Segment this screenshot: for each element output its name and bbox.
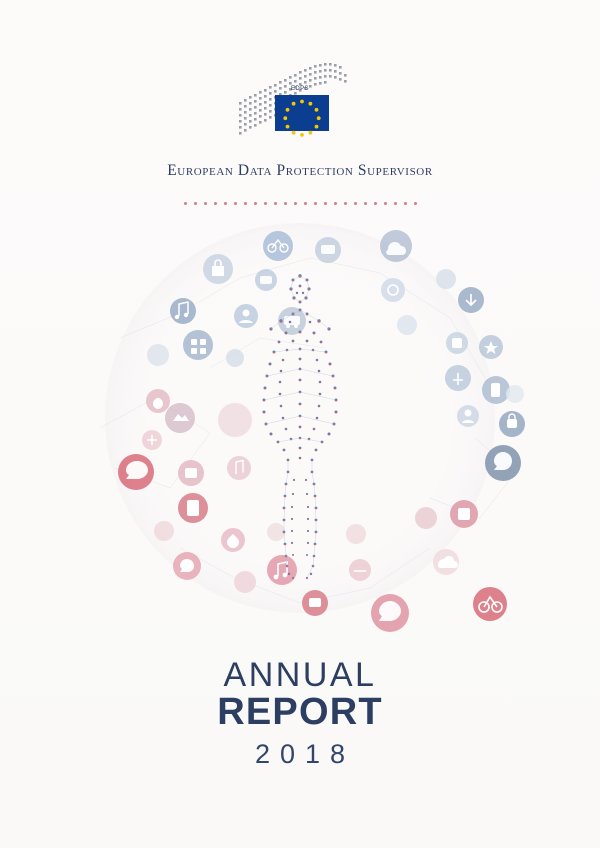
icon-bubble (457, 405, 479, 427)
report-title-line1: ANNUAL (223, 656, 377, 695)
icon-bubble (346, 524, 366, 544)
report-title-line2: REPORT (217, 691, 383, 733)
icon-bubble (482, 376, 510, 404)
icon-bubble (154, 521, 174, 541)
report-title (0, 658, 600, 770)
icon-bubble (165, 403, 195, 433)
icon-bubble (371, 594, 409, 632)
icon-bubble (473, 587, 507, 621)
connected-human-figure-illustration (60, 218, 540, 638)
dotted-divider (0, 196, 600, 210)
icon-bubble (218, 403, 252, 437)
organisation-title: European Data Protection Supervisor (167, 162, 433, 179)
icon-bubble (415, 507, 437, 529)
icon-bubble (226, 349, 244, 367)
icon-bubble (263, 231, 293, 261)
icon-bubble (479, 335, 503, 359)
icon-bubble (485, 445, 521, 481)
icon-bubble (397, 315, 417, 335)
icon-bubble (450, 500, 478, 528)
icon-bubble (446, 332, 468, 354)
eu-flag-stars-icon (235, 58, 365, 154)
icon-bubble (381, 278, 405, 302)
icon-bubble (118, 454, 154, 490)
icon-bubble (221, 528, 245, 552)
icon-bubble (267, 555, 297, 585)
icon-bubble (499, 411, 525, 437)
icon-bubble (349, 559, 371, 581)
icon-bubble (183, 330, 213, 360)
icon-bubble (178, 460, 204, 486)
icon-bubble (147, 344, 169, 366)
icon-bubble (302, 590, 328, 616)
edps-logo (0, 58, 600, 154)
icon-bubble (458, 287, 484, 313)
icon-bubble (146, 389, 170, 413)
icon-bubble (203, 254, 233, 284)
icon-bubble (380, 230, 412, 262)
icon-bubble (315, 237, 341, 263)
icon-bubble (436, 269, 456, 289)
icon-bubble (178, 493, 208, 523)
icon-bubble (234, 304, 258, 328)
icon-bubble (433, 549, 459, 575)
icon-bubble (267, 523, 285, 541)
icon-bubble (234, 571, 256, 593)
logo-wordmark: EDPS (291, 86, 309, 92)
icon-bubble (227, 456, 251, 480)
icon-bubble (445, 365, 471, 391)
icon-bubble (142, 430, 162, 450)
icon-bubble (506, 385, 524, 403)
icon-bubble (170, 298, 196, 324)
icon-bubble (173, 552, 201, 580)
report-year: 2018 (254, 739, 356, 769)
icon-bubble (255, 269, 277, 291)
